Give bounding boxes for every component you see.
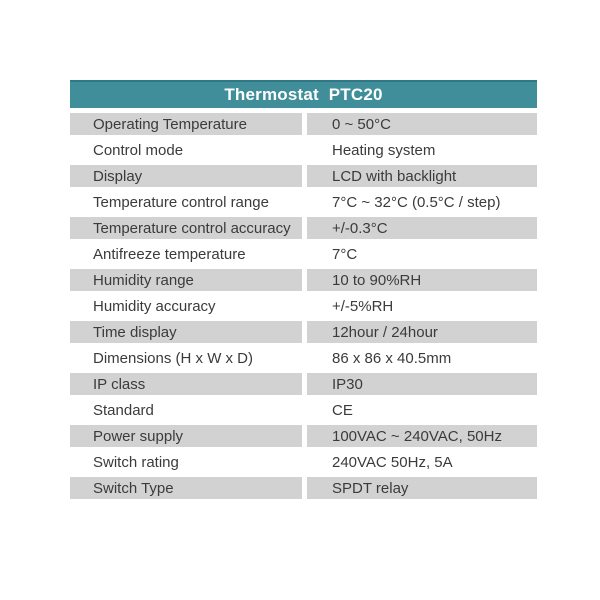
spec-value: 240VAC 50Hz, 5A xyxy=(307,451,537,473)
table-row xyxy=(70,425,537,447)
spec-value: LCD with backlight xyxy=(307,165,537,187)
spec-label: Temperature control range xyxy=(70,191,302,213)
spec-label: Time display xyxy=(70,321,302,343)
spec-label: Humidity range xyxy=(70,269,302,291)
spec-value: 12hour / 24hour xyxy=(307,321,537,343)
table-row xyxy=(70,347,537,369)
spec-label: Antifreeze temperature xyxy=(70,243,302,265)
spec-label: Switch rating xyxy=(70,451,302,473)
spec-value: IP30 xyxy=(307,373,537,395)
table-row xyxy=(70,477,537,499)
table-row xyxy=(70,113,537,135)
spec-label: Display xyxy=(70,165,302,187)
table-row xyxy=(70,165,537,187)
spec-label: IP class xyxy=(70,373,302,395)
table-row xyxy=(70,139,537,161)
spec-label: Switch Type xyxy=(70,477,302,499)
spec-label: Humidity accuracy xyxy=(70,295,302,317)
spec-label: Power supply xyxy=(70,425,302,447)
spec-label: Temperature control accuracy xyxy=(70,217,302,239)
table-row xyxy=(70,373,537,395)
table-row xyxy=(70,243,537,265)
table-row xyxy=(70,321,537,343)
spec-value: +/-0.3°C xyxy=(307,217,537,239)
spec-label: Operating Temperature xyxy=(70,113,302,135)
spec-value: +/-5%RH xyxy=(307,295,537,317)
spec-value: 100VAC ~ 240VAC, 50Hz xyxy=(307,425,537,447)
thermostat-spec-table xyxy=(70,80,537,503)
spec-value: 10 to 90%RH xyxy=(307,269,537,291)
table-row xyxy=(70,269,537,291)
table-title: Thermostat PTC20 xyxy=(70,80,537,108)
spec-label: Standard xyxy=(70,399,302,421)
table-row xyxy=(70,191,537,213)
spec-value: Heating system xyxy=(307,139,537,161)
spec-value: 7°C ~ 32°C (0.5°C / step) xyxy=(307,191,537,213)
spec-label: Control mode xyxy=(70,139,302,161)
table-row xyxy=(70,399,537,421)
spec-value: 7°C xyxy=(307,243,537,265)
spec-value: 0 ~ 50°C xyxy=(307,113,537,135)
table-row xyxy=(70,217,537,239)
spec-value: 86 x 86 x 40.5mm xyxy=(307,347,537,369)
table-row xyxy=(70,451,537,473)
spec-label: Dimensions (H x W x D) xyxy=(70,347,302,369)
spec-value: CE xyxy=(307,399,537,421)
spec-value: SPDT relay xyxy=(307,477,537,499)
table-row xyxy=(70,295,537,317)
